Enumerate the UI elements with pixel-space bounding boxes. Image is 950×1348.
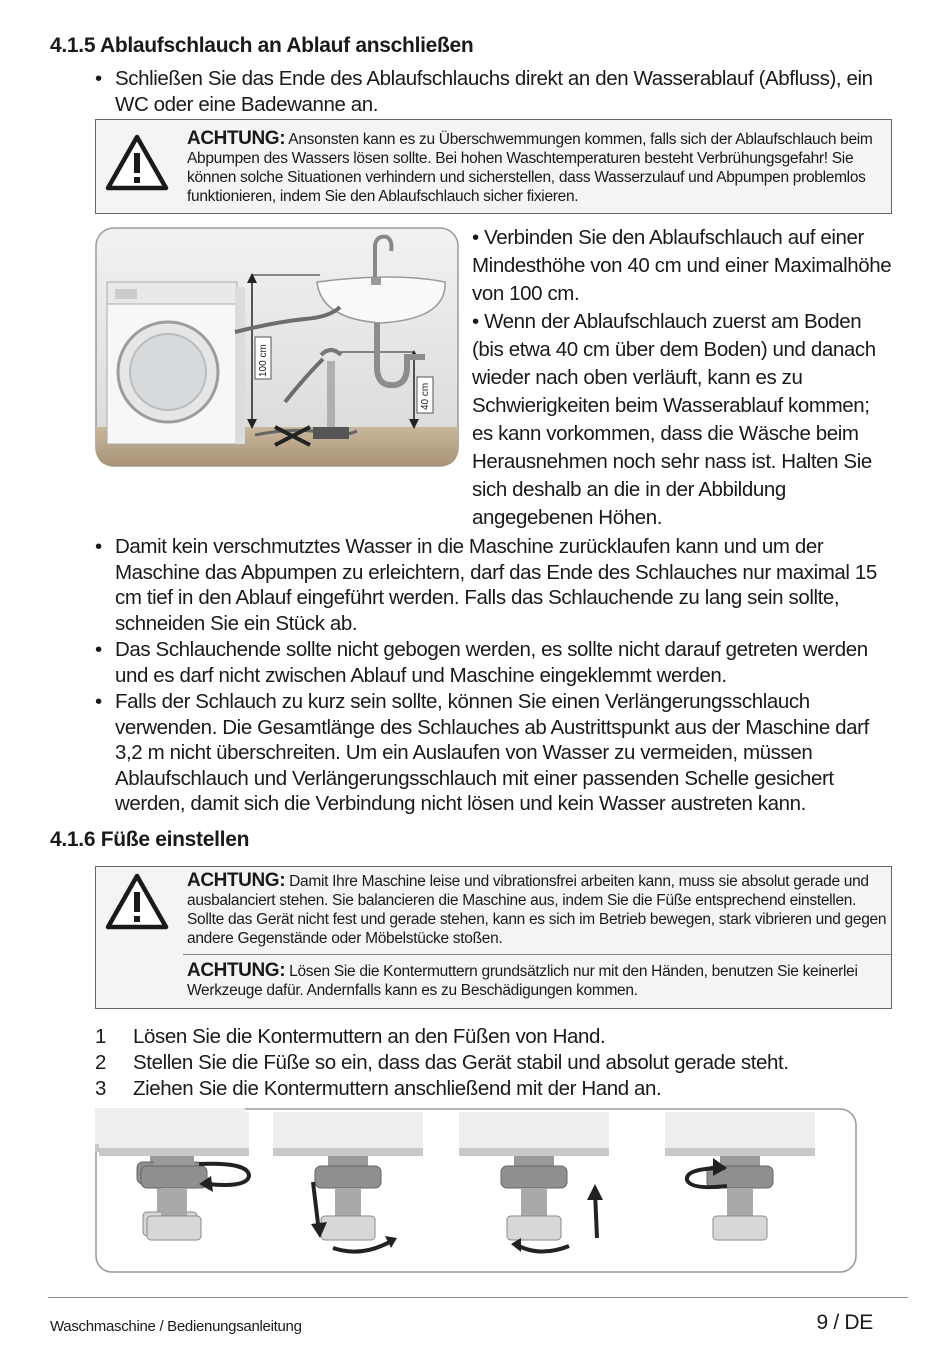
warning-triangle-icon: [104, 133, 170, 193]
warning-body: Damit Ihre Maschine leise und vibrationsfrei arbeiten kann, muss sie absolut gerade und ausbalanciert stehen. Sie balancieren die Maschine aus, indem Sie die Füße entsprechend einstellen. Sollte das Gerät nicht fest und gerade stehen, kann es sich im Betrieb bewegen, stark vibrieren und gegen andere Gegenstände oder Möbelstücke stoßen.: [187, 873, 887, 947]
step-1: 1 Lösen Sie die Kontermuttern an den Füßen von Hand.: [95, 1025, 606, 1048]
side-bullet-text: • Verbinden Sie den Ablaufschlauch auf einer Mindesthöhe von 40 cm und einer Maximalhöhe von 100 cm.: [472, 226, 892, 305]
bullet-hose-bend: [95, 637, 895, 688]
bullet-text: Damit kein verschmutztes Wasser in die Maschine zurücklaufen kann und um der Maschine das Abpumpen zu erleichtern, darf das Ende des Schlauches nur maximal 15 cm tief in den Ablauf eingeführt werden. Falls das Schlauchende zu lang sein sollte, schneiden Sie ein Stück ab.: [115, 535, 877, 635]
step-3: 3 Ziehen Sie die Kontermuttern anschließend mit der Hand an.: [95, 1077, 662, 1100]
section-heading-feet: 4.1.6 Füße einstellen: [50, 828, 250, 851]
bullet-text: Schließen Sie das Ende des Ablaufschlauchs direkt an den Wasserablauf (Abfluss), ein WC oder eine Badewanne an.: [115, 67, 873, 116]
warning-box-feet: [95, 866, 892, 1009]
bullet-dot: •: [95, 690, 102, 713]
bullet-dot: •: [472, 226, 485, 249]
bullet-dot: •: [95, 67, 102, 90]
warning-divider: [183, 954, 891, 955]
side-bullet-min-max-height: [472, 224, 892, 532]
step-2: 2 Stellen Sie die Füße so ein, dass das Gerät stabil und absolut gerade steht.: [95, 1051, 789, 1074]
warning-body: Ansonsten kann es zu Überschwemmungen kommen, falls sich der Ablaufschlauch beim Abpumpen des Wassers lösen sollte. Bei hohen Waschtemperaturen besteht Verbrühungsgefahr! Sie können solche Situationen verhindern und sicherstellen, dass Wasserzulauf und Abpumpen problemlos funktionieren, indem Sie den Ablaufschlauch sicher fixieren.: [187, 131, 873, 205]
bullet-dot: •: [95, 535, 102, 558]
bullet-connect-drain: [95, 66, 895, 117]
warning-text-tools: [187, 961, 887, 1000]
warning-body: Lösen Sie die Kontermuttern grundsätzlich nur mit den Händen, benutzen Sie keinerlei Werkzeuge dafür. Andernfalls kann es zu Beschädigungen kommen.: [187, 963, 858, 999]
bullet-text: Das Schlauchende sollte nicht gebogen werden, es sollte nicht darauf getreten werden und es darf nicht zwischen Ablauf und Maschine eingeklemmt werden.: [115, 638, 868, 687]
bullet-dot: •: [472, 310, 485, 333]
footer-page-number: 9 / DE: [816, 1311, 873, 1334]
label-40cm: 40 cm: [420, 382, 431, 410]
footer-doc-title: Waschmaschine / Bedienungsanleitung: [50, 1318, 302, 1335]
footer-divider: [48, 1297, 908, 1298]
warning-text-balance: [187, 871, 887, 948]
label-100cm: 100 cm: [258, 344, 269, 377]
steps-list: [95, 1024, 915, 1102]
warning-label: ACHTUNG:: [187, 128, 286, 149]
bullet-text: Falls der Schlauch zu kurz sein sollte, können Sie einen Verlängerungsschlauch verwenden. Die Gesamtlänge des Schlauches ab Austrittspunkt aus der Maschine darf 3,2 m nicht überschreiten. Um ein Auslaufen von Wasser zu vermeiden, müssen Ablaufschlauch und Verlängerungsschlauch mit einer passenden Schelle gesichert werden, damit sich die Verbindung nicht lösen und kein Wasser austreten kann.: [115, 690, 869, 815]
bullet-hose-depth: [95, 534, 895, 636]
warning-box-overflow: [95, 119, 892, 214]
warning-label: ACHTUNG:: [187, 870, 286, 891]
feet-adjustment-illustration: [95, 1108, 857, 1273]
drain-height-illustration: [95, 227, 459, 467]
bullet-dot: •: [95, 638, 102, 661]
warning-text: [187, 129, 887, 206]
section-heading-drain-hose: 4.1.5 Ablaufschlauch an Ablauf anschließen: [50, 34, 474, 57]
bullet-extension-hose: [95, 689, 895, 817]
warning-label: ACHTUNG:: [187, 960, 286, 981]
warning-triangle-icon: [104, 872, 170, 932]
side-bullet-text-2: • Wenn der Ablaufschlauch zuerst am Boden (bis etwa 40 cm über dem Boden) und danach wieder nach oben verläuft, kann es zu Schwierigkeiten beim Wasserablauf kommen; es kann vorkommen, dass die Wäsche beim Herausnehmen noch sehr nass ist. Halten Sie sich deshalb an die in der Abbildung angegebenen Höhen.: [472, 310, 876, 529]
